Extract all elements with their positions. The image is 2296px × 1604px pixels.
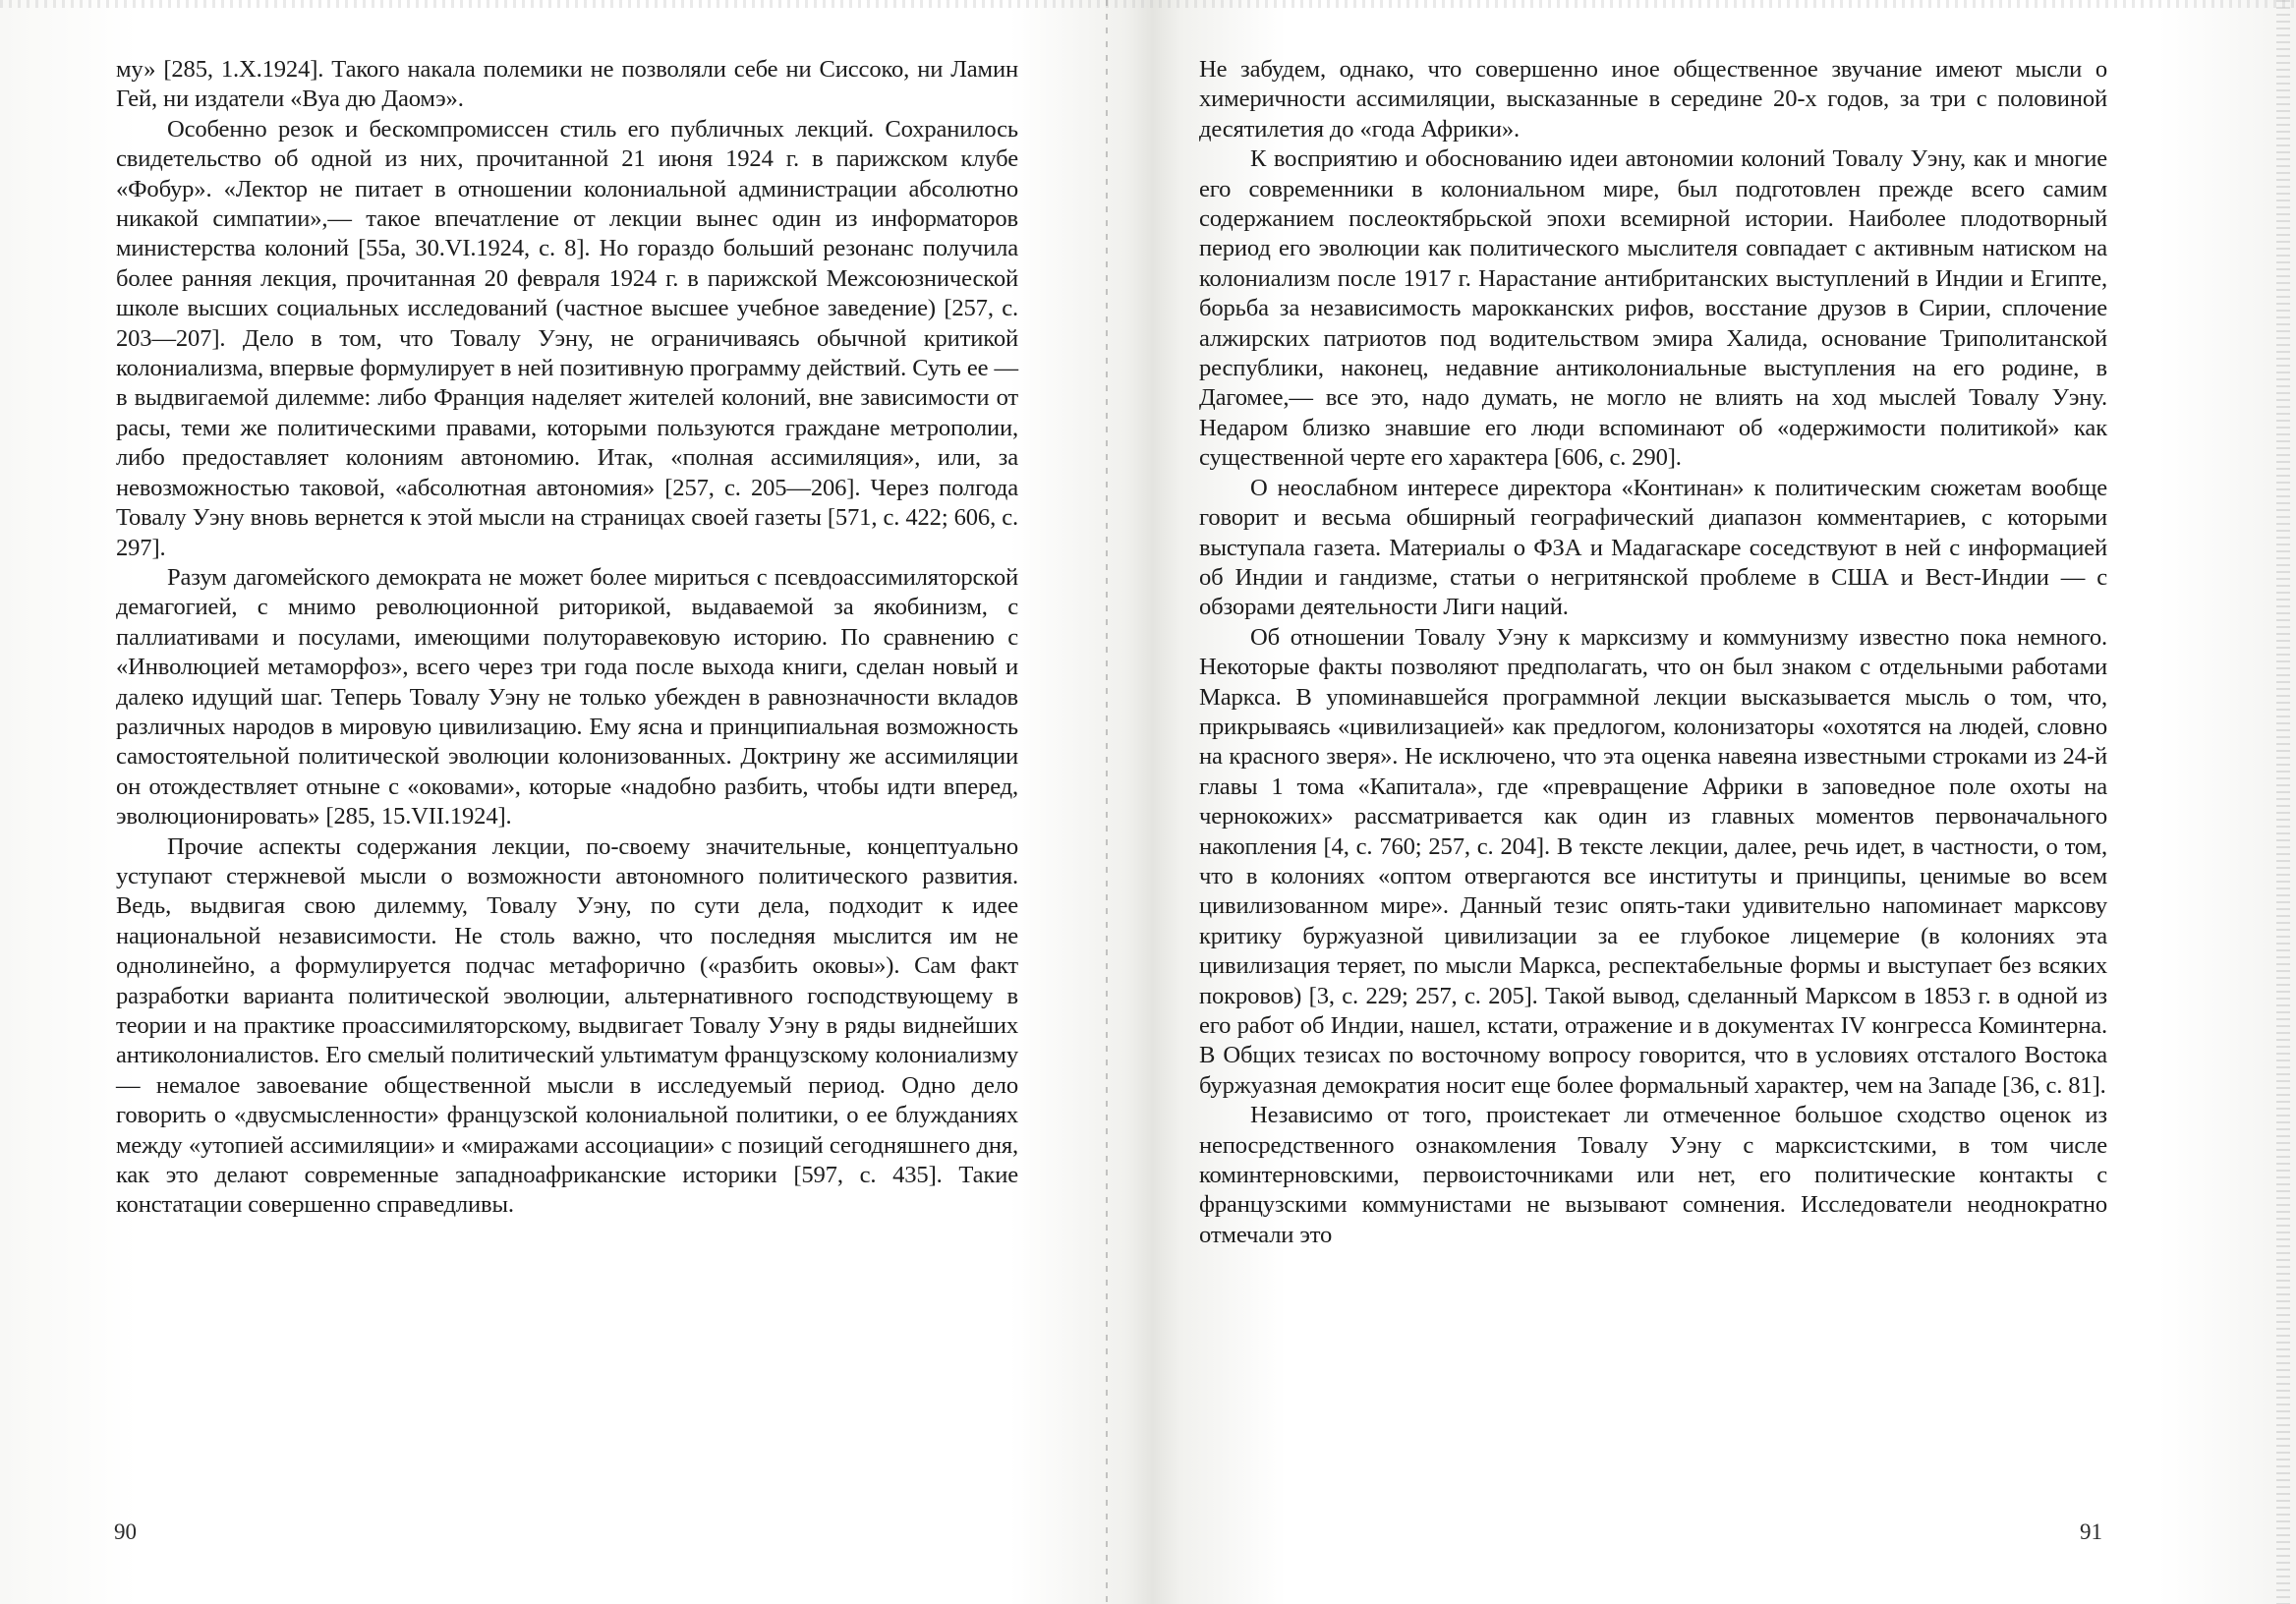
paragraph: Об отношении Товалу Уэну к марксизму и коммунизму известно пока немного. Некоторые факты позволяют предполагать, что он был знаком с отдельными работами Маркса. В упоминавшейся программной лекции высказывается мысль о том, что, прикрываясь «цивилизацией» как предлогом, колонизаторы «охотятся на людей, словно на красного зверя». Не исключено, что эта оценка навеяна известными строками из 24-й главы 1 тома «Капитала», где «превращение Африки в заповедное поле охоты на чернокожих» рассматривается как один из главных моментов первоначального накопления [4, с. 760; 257, с. 204]. В тексте лекции, далее, речь идет, в частности, о том, что в колониях «оптом отвергаются все институты и принципы, ценимые во всем цивилизованном мире». Данный тезис опять-таки удивительно напоминает марксову критику буржуазной цивилизации за ее глубокое лицемерие (в колониях эта цивилизация теряет, по мысли Маркса, респектабельные формы и выступает без всяких покровов) [3, с. 229; 257, с. 205]. Такой вывод, сделанный Марксом в 1853 г. в одной из его работ об Индии, нашел, кстати, отражение и в документах IV конгресса Коминтерна. В Общих тезисах по восточному вопросу говорится, что в условиях отсталого Востока буржуазная демократия носит еще более формальный характер, чем на Западе [36, с. 81]. (1199, 623, 2107, 1099)
paragraph: Не забудем, однако, что совершенно иное общественное звучание имеют мысли о химеричности ассимиляции, высказанные в середине 20-х годов, за три с половиной десятилетия до «года Африки». (1199, 56, 2107, 143)
book-gutter (1106, 0, 1108, 1604)
paragraph: Независимо от того, проистекает ли отмеченное большое сходство оценок из непосредственного ознакомления Товалу Уэну с марксистскими, в том числе коминтерновскими, первоисточниками или нет, его политические контакты с французскими коммунистами не вызывают сомнения. Исследователи неоднократно отмечали это (1199, 1102, 2107, 1248)
paragraph: Разум дагомейского демократа не может более мириться с псевдоассимиляторской демагогией, с мнимо революционной риторикой, выдаваемой за якобинизм, с паллиативами и посулами, имеющими полуторавековую историю. По сравнению с «Инволюцией метаморфоз», всего через три года после выхода книги, сделан новый и далеко идущий шаг. Теперь Товалу Уэну не только убежден в равнозначности вкладов различных народов в мировую цивилизацию. Ему ясна и принципиальная возможность самостоятельной политической эволюции колонизованных. Доктрину же ассимиляции он отождествляет отныне с «оковами», которые «надобно разбить, чтобы идти вперед, эволюционировать» [285, 15.VII.1924]. (116, 563, 1018, 831)
paragraph: О неослабном интересе директора «Континан» к политическим сюжетам вообще говорит и весьма обширный географический диапазон комментариев, с которыми выступала газета. Материалы о ФЗА и Мадагаскаре соседствуют в ней с информацией об Индии и гандизме, статьи о негритянской проблеме в США и Вест-Индии — с обзорами деятельности Лиги наций. (1199, 474, 2107, 621)
left-page-text (116, 55, 1018, 1221)
left-page-number: 90 (114, 1519, 137, 1544)
page-top-edge (0, 0, 2296, 8)
paragraph: Особенно резок и бескомпромиссен стиль его публичных лекций. Сохранилось свидетельство об одной из них, прочитанной 21 июня 1924 г. в парижском клубе «Фобур». «Лектор не питает в отношении колониальной администрации абсолютно никакой симпатии»,— такое впечатление от лекции вынес один из информаторов министерства колоний [55а, 30.VI.1924, с. 8]. Но гораздо больший резонанс получила более ранняя лекция, прочитанная 20 февраля 1924 г. в парижской Межсоюзнической школе высших социальных исследований (частное высшее учебное заведение) [257, с. 203—207]. Дело в том, что Товалу Уэну, не ограничиваясь обычной критикой колониализма, впервые формулирует в ней позитивную программу действий. Суть ее — в выдвигаемой дилемме: либо Франция наделяет жителей колоний, вне зависимости от расы, теми же политическими правами, которыми пользуются граждане метрополии, либо предоставляет колониям автономию. Итак, «полная ассимиляция», или, за невозможностью таковой, «абсолютная автономия» [257, с. 205—206]. Через полгода Товалу Уэну вновь вернется к этой мысли на страницах своей газеты [571, с. 422; 606, с. 297]. (116, 115, 1018, 561)
page-right-edge (2276, 0, 2290, 1604)
right-page-number: 91 (2080, 1519, 2102, 1544)
right-page-text (1199, 55, 2107, 1250)
paragraph: К восприятию и обоснованию идеи автономии колоний Товалу Уэну, как и многие его современники в колониальном мире, был подготовлен прежде всего самим содержанием послеоктябрьской эпохи всемирной истории. Наиболее плодотворный период его эволюции как политического мыслителя совпадает с активным натиском на колониализм после 1917 г. Нарастание антибританских выступлений в Индии и Египте, борьба за независимость марокканских рифов, восстание друзов в Сирии, сплочение алжирских патриотов под водительством эмира Халида, основание Триполитанской республики, наконец, недавние антиколониальные выступления на его родине, в Дагомее,— все это, надо думать, не могло не влиять на ход мыслей Товалу Уэну. Недаром близко знавшие его люди вспоминают об «одержимости политикой» как существенной черте его характера [606, с. 290]. (1199, 145, 2107, 472)
paragraph: му» [285, 1.X.1924]. Такого накала полемики не позволяли себе ни Сиссоко, ни Ламин Гей, ни издатели «Вуа дю Даомэ». (116, 56, 1018, 113)
paragraph: Прочие аспекты содержания лекции, по-своему значительные, концептуально уступают стержневой мысли о возможности автономного политического развития. Ведь, выдвигая свою дилемму, Товалу Уэну, по сути дела, подходит к идее национальной независимости. Не столь важно, что последняя мыслится им не однолинейно, а формулируется подчас метафорично («разбить оковы»). Сам факт разработки варианта политической эволюции, альтернативного господствующему в теории и на практике проассимиляторскому, выдвигает Товалу Уэну в ряды виднейших антиколониалистов. Его смелый политический ультиматум французскому колониализму — немалое завоевание общественной мысли в исследуемый период. Одно дело говорить о «двусмысленности» французской колониальной политики, о ее блужданиях между «утопией ассимиляции» и «миражами ассоциации» с позиций сегодняшнего дня, как это делают современные западноафриканские историки [597, с. 435]. Такие констатации совершенно справедливы. (116, 832, 1018, 1219)
